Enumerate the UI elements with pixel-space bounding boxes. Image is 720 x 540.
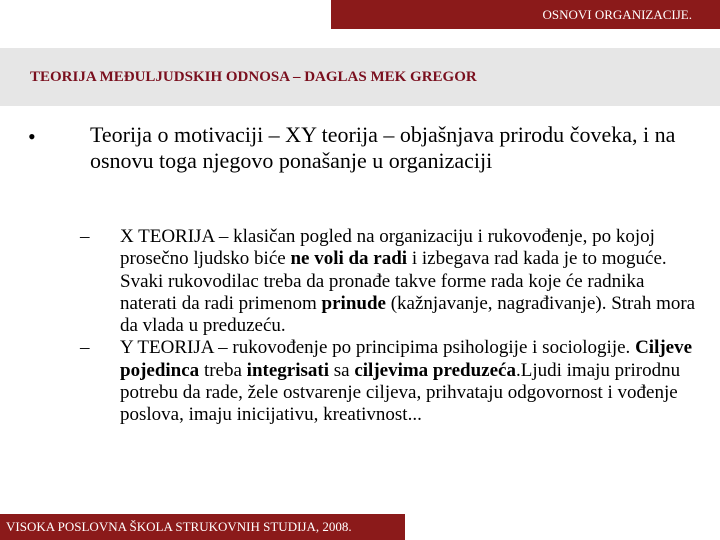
x-theory-text — [120, 226, 700, 337]
top-banner — [331, 0, 720, 29]
main-bullet-item — [28, 122, 708, 174]
sub-list — [80, 226, 700, 427]
y-theory-part: Y TEORIJA – rukovođenje po principima psihologije i sociologije. — [120, 337, 636, 359]
banner-text: OSNOVI ORGANIZACIJE. — [542, 6, 692, 22]
page-title: TEORIJA MEĐULJUDSKIH ODNOSA – DAGLAS MEK GREGOR — [30, 68, 477, 85]
main-bullet-text: Teorija o motivaciji – XY teorija – objašnjava prirodu čoveka, i na osnovu toga njegovo ponašanje u organizaciji — [90, 122, 676, 173]
footer-text: VISOKA POSLOVNA ŠKOLA STRUKOVNIH STUDIJA, 2008. — [6, 519, 352, 534]
y-theory-part: sa — [329, 359, 355, 381]
dash-marker: – — [80, 337, 90, 359]
y-theory-part: treba — [199, 359, 247, 381]
y-theory-bold-individual-goals: Ciljeve pojedinca — [120, 337, 693, 381]
x-theory-item — [80, 226, 700, 337]
y-theory-part: .Ljudi imaju prirodnu potrebu da rade, žele ostvarenje ciljeva, prihvataju odgovornost i vođenje poslova, imaju inicijativu, kreativnost... — [120, 359, 681, 426]
y-theory-item — [80, 337, 700, 426]
x-theory-bold-dislike: ne voli da radi — [290, 248, 408, 270]
x-theory-part: X TEORIJA – klasičan pogled na organizaciju i rukovođenje, po kojoj prosečno ljudsko biće — [120, 226, 655, 270]
y-theory-bold-company-goals: ciljevima preduzeća — [354, 359, 516, 381]
dash-marker: – — [80, 226, 90, 247]
y-theory-text — [120, 337, 700, 426]
title-band — [0, 48, 720, 106]
x-theory-bold-coercion: prinude — [321, 292, 386, 314]
footer-bar — [0, 514, 405, 540]
bullet-marker: • — [28, 124, 36, 149]
y-theory-bold-integrate: integrisati — [246, 359, 329, 381]
x-theory-part: (kažnjavanje, nagrađivanje). Strah mora da vlada u preduzeću. — [120, 292, 696, 337]
x-theory-part: i izbegava rad kada je to moguće. Svaki rukovodilac treba da pronađe takve forme rada koje će radnika naterati da radi primenom — [120, 248, 667, 314]
